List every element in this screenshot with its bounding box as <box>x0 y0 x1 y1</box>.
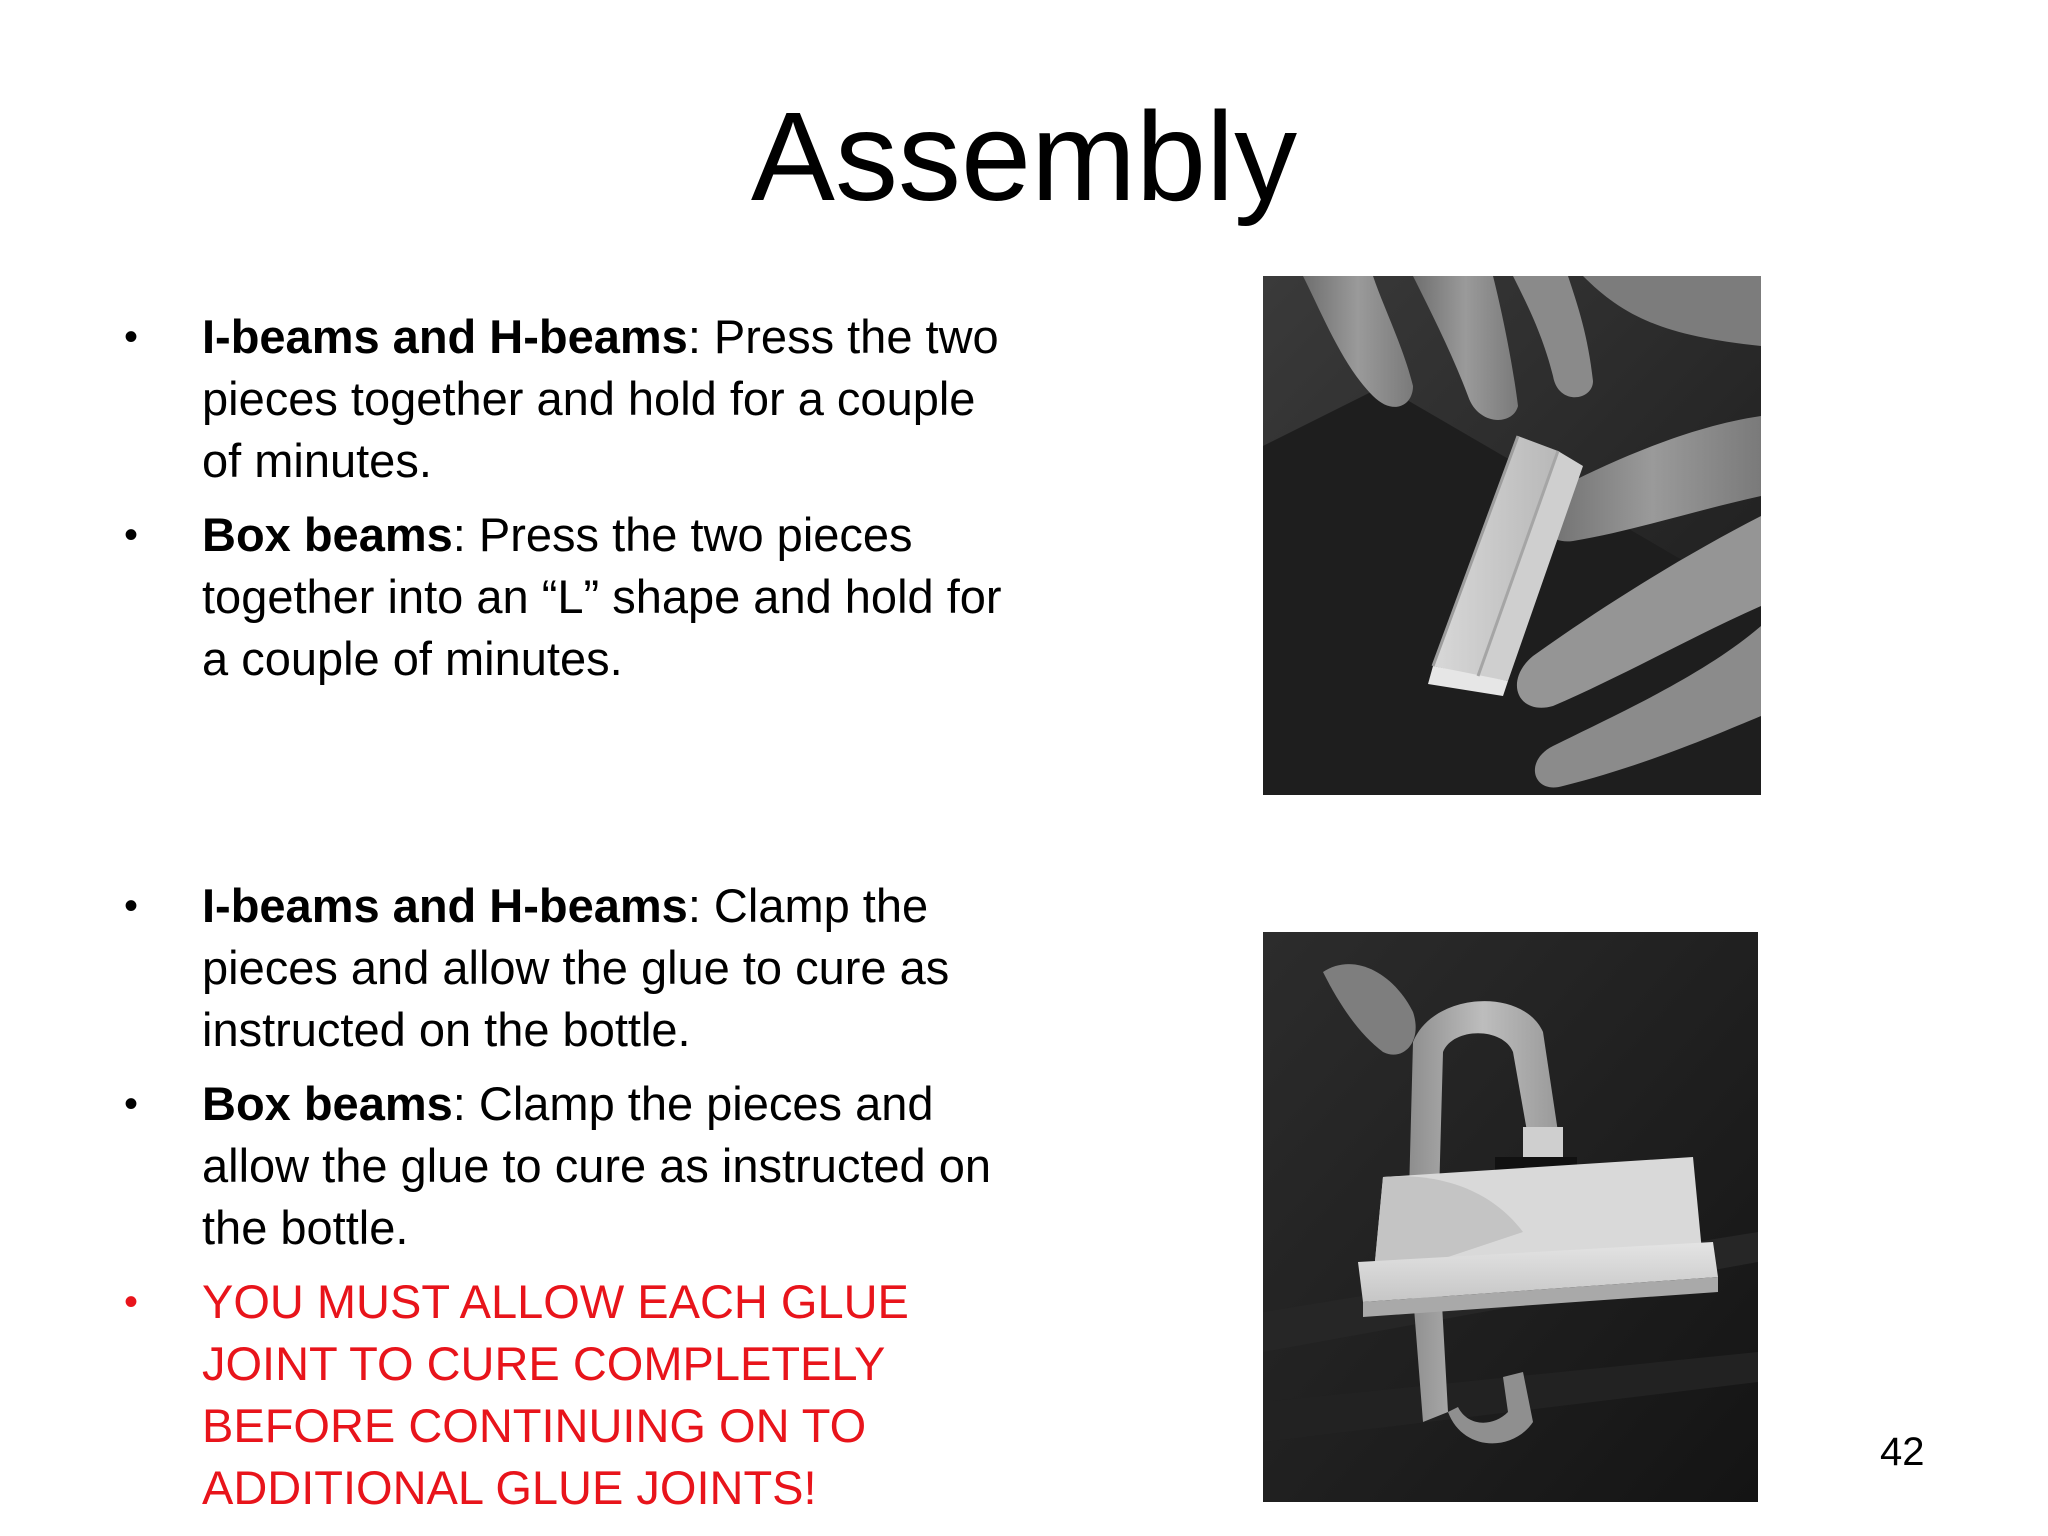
bullet-body: : Clamp the pieces and allow the glue to cure as instructed on the bottle. <box>202 1077 992 1254</box>
page-number: 42 <box>1880 1430 1925 1474</box>
bullet-icon: • <box>124 884 139 928</box>
clamp-instructions-list <box>120 875 1020 1531</box>
bullet-heading: Box beams <box>202 508 453 561</box>
bullet-body: : Clamp the pieces and allow the glue to cure as instructed on the bottle. <box>202 879 950 1056</box>
bullet-text <box>202 508 1002 685</box>
bullet-heading: I-beams and H-beams <box>202 310 688 363</box>
bullet-text <box>202 879 949 1056</box>
press-instructions-list <box>120 306 1020 702</box>
bullet-heading: Box beams <box>202 1077 453 1130</box>
bullet-body: : Press the two pieces together and hold for a couple of minutes. <box>202 310 999 487</box>
slide-title: Assembly <box>750 86 1298 227</box>
bullet-body: : Press the two pieces together into an “L” shape and hold for a couple of minutes. <box>202 508 1002 685</box>
bullet-text <box>202 1077 991 1254</box>
warning-text: YOU MUST ALLOW EACH GLUE JOINT TO CURE COMPLETELY BEFORE CONTINUING ON TO ADDITIONAL GLUE JOINTS! <box>202 1275 909 1514</box>
list-item <box>120 875 1020 1061</box>
hands-pressing-beam-illustration <box>1263 276 1761 795</box>
bullet-icon: • <box>124 1280 139 1324</box>
list-item <box>120 1073 1020 1259</box>
list-item <box>120 306 1020 492</box>
bullet-icon: • <box>124 315 139 359</box>
bullet-icon: • <box>124 513 139 557</box>
warning-item <box>120 1271 1020 1519</box>
list-item <box>120 504 1020 690</box>
hands-pressing-beam-photo <box>1263 276 1761 795</box>
bullet-heading: I-beams and H-beams <box>202 879 688 932</box>
bullet-icon: • <box>124 1082 139 1126</box>
clamped-beam-photo <box>1263 932 1758 1502</box>
clamped-beam-illustration <box>1263 932 1758 1502</box>
bullet-text <box>202 310 999 487</box>
